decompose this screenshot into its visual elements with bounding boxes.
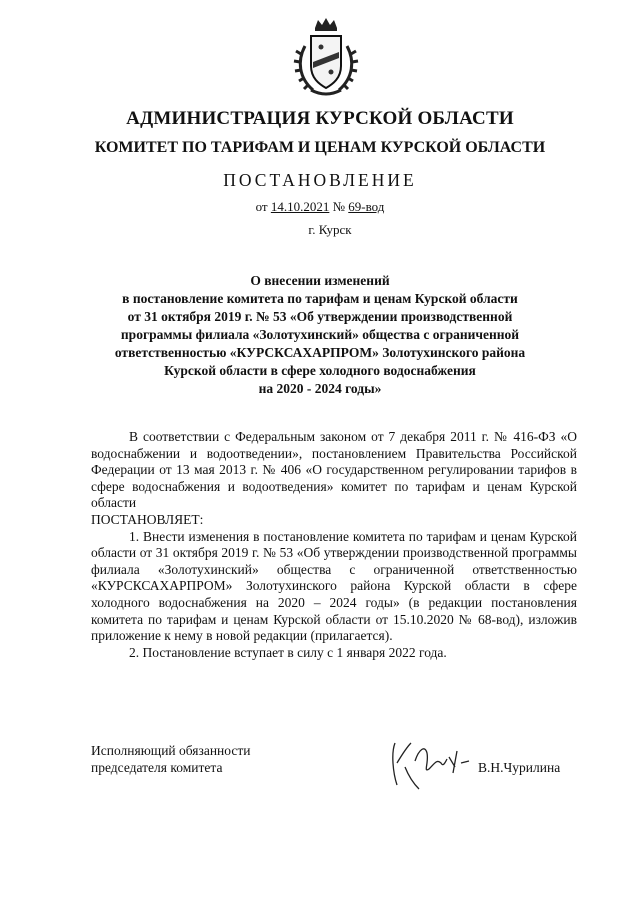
position-line-2: председателя комитета [91, 760, 223, 775]
signatory-position [91, 742, 250, 776]
item-1-paragraph: 1. Внести изменения в постановление комитета по тарифам и ценам Курской области от 31 октября 2019 г. № 53 «Об утверждении производственной программы филиала «Золотухинский» общества с ограниченной ответственностью «КУРСКСАХАРПРОМ» Золотухинского района Курской области в сфере холодного водоснабжения на 2020 – 2024 годы» (в редакции постановления комитета по тарифам и ценам Курской области от 15.10.2020 № 68-вод), изложив приложение к нему в новой редакции (прилагается). [91, 528, 577, 644]
document-type: ПОСТАНОВЛЕНИЕ [223, 170, 417, 190]
document-number: 69-вод [348, 199, 385, 214]
preamble-paragraph: В соответствии с Федеральным законом от 7 декабря 2011 г. № 416-ФЗ «О водоснабжении и водоотведении», постановлением Правительства Российской Федерации от 13 мая 2013 г. № 406 «О государственном регулировании тарифов в сфере водоснабжения и водоотведения» комитет по тарифам и ценам Курской области [91, 429, 577, 511]
title-line: от 31 октября 2019 г. № 53 «Об утверждении производственной [127, 309, 513, 324]
title-line: в постановление комитета по тарифам и ценам Курской области [122, 291, 518, 306]
title-line: программы филиала «Золотухинский» общества с ограниченной [120, 327, 520, 342]
document-title [0, 272, 640, 398]
date-prefix: от [255, 199, 268, 214]
org-name: АДМИНИСТРАЦИЯ КУРСКОЙ ОБЛАСТИ [126, 108, 514, 129]
document-body [91, 429, 577, 661]
title-line: ответственностью «КУРСКСАХАРПРОМ» Золотухинского района [114, 345, 526, 360]
decree-word: ПОСТАНОВЛЯЕТ: [91, 511, 204, 527]
date-number-line [0, 199, 640, 215]
item-2-paragraph: 2. Постановление вступает в силу с 1 января 2022 года. [129, 644, 447, 660]
title-line: на 2020 - 2024 годы» [258, 381, 382, 396]
handwritten-signature-icon [385, 733, 475, 793]
document-date: 14.10.2021 [270, 199, 330, 214]
position-line-1: Исполняющий обязанности [91, 743, 251, 758]
title-line: О внесении изменений [250, 273, 390, 288]
title-line: Курской области в сфере холодного водоснабжения [164, 363, 476, 378]
number-prefix: № [332, 199, 346, 214]
coat-of-arms-icon [291, 16, 361, 100]
signatory-name: В.Н.Чурилина [478, 760, 561, 775]
committee-name: КОМИТЕТ ПО ТАРИФАМ И ЦЕНАМ КУРСКОЙ ОБЛАСТИ [94, 139, 546, 156]
city: г. Курск [308, 222, 352, 237]
